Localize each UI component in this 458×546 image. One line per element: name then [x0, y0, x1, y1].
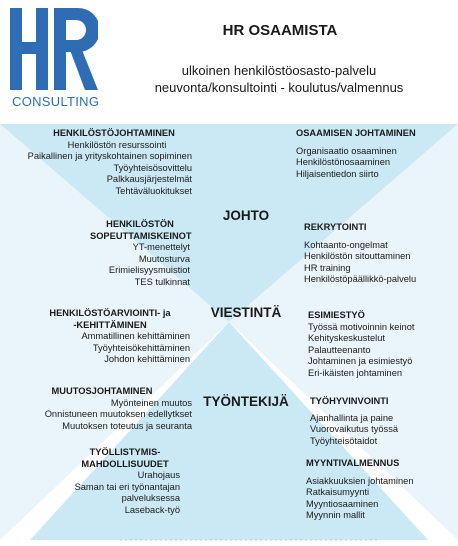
list-item: Johdon kehittäminen: [104, 354, 190, 365]
list-item: Työssä motivoinnin keinot: [308, 321, 415, 332]
list-item: Ajanhallinta ja paine: [310, 412, 394, 423]
axis-label-bottom: TYÖNTEKIJÄ: [203, 394, 289, 409]
block-heading: ESIMIESTYÖ: [308, 310, 365, 320]
list-item: Ratkaisumyynti: [306, 487, 370, 498]
block-sopeuttamiskeinot: [60, 219, 190, 289]
block-heading: TYÖHYVINVOINTI: [310, 396, 389, 406]
block-osaamisen-johtaminen: [296, 128, 456, 180]
block-heading: REKRYTOINTI: [304, 222, 367, 232]
block-heading: HENKILÖSTÖJOHTAMINEN: [53, 128, 175, 138]
list-item: Palkkausjärjestelmät: [106, 174, 192, 185]
axis-label-top: JOHTO: [222, 208, 270, 223]
list-item: Paikallinen ja yrityskohtainen sopiminen: [27, 151, 192, 162]
block-esimiestyo: [308, 310, 456, 380]
block-heading: MAHDOLLISUUDET: [81, 458, 169, 469]
block-heading: MYYNTIVALMENNUS: [306, 458, 400, 468]
list-item: Organisaatio osaaminen: [296, 145, 397, 156]
list-item: Hiljaisentiedon siirto: [296, 168, 379, 179]
list-item: Saman tai eri työnantajan: [74, 481, 180, 492]
list-item: YT-menettelyt: [132, 242, 190, 253]
list-item: Laseback-työ: [124, 504, 180, 515]
list-item: Eri-ikäisten johtaminen: [308, 367, 403, 378]
footer-line: [120, 538, 380, 542]
list-item: Asiakkuuksien johtaminen: [306, 475, 414, 486]
block-myyntivalmennus: [306, 458, 456, 522]
block-heading: HENKILÖSTÖN: [106, 219, 174, 229]
list-item: Työyhteisösovittelu: [113, 162, 192, 173]
block-henkilostoarviointi: [20, 308, 190, 366]
list-item: Ammatillinen kehittäminen: [81, 331, 190, 342]
block-heading: TYÖLLISTYMIS-: [89, 447, 161, 457]
list-item: Muutosturva: [138, 253, 190, 264]
block-heading: SOPEUTTAMISKEINOT: [90, 230, 192, 241]
block-heading: OSAAMISEN JOHTAMINEN: [296, 128, 416, 138]
page-title: HR OSAAMISTA: [222, 22, 338, 39]
list-item: Henkilöstöpäällikkö-palvelu: [304, 274, 417, 285]
block-muutosjohtaminen: [2, 386, 192, 432]
list-item: Urahojaus: [137, 470, 180, 481]
list-item: Vuorovaikutus työssä: [310, 424, 399, 435]
axis-label-middle: VIESTINTÄ: [210, 305, 282, 320]
tagline: [100, 62, 458, 96]
block-heading: HENKILÖSTÖARVIOINTI- ja: [49, 308, 171, 318]
list-item: Tehtäväluokitukset: [115, 185, 192, 196]
list-item: Henkilöstön sitouttaminen: [304, 251, 411, 262]
list-item: HR training: [304, 262, 351, 273]
list-item: TES tulkinnat: [134, 276, 190, 287]
list-item: Kehityskeskustelut: [308, 333, 385, 344]
logo-text: CONSULTING: [12, 94, 100, 109]
tagline-line-2: neuvonta/konsultointi - koulutus/valmennus: [154, 80, 404, 95]
tagline-line-1: ulkoinen henkilöstöosasto-palvelu: [181, 63, 377, 78]
list-item: Johtaminen ja esimiestyö: [308, 356, 413, 367]
list-item: Myyntiosaaminen: [306, 498, 379, 509]
list-item: Henkilöstönosaaminen: [296, 157, 391, 168]
list-item: Myynnin mallit: [306, 510, 365, 521]
block-tyohyvinvointi: [310, 396, 456, 447]
list-item: Muutoksen toteutus ja seuranta: [62, 420, 192, 431]
list-item: Henkilöstön resurssointi: [67, 139, 167, 150]
block-henkilostojohtaminen: [2, 128, 192, 198]
list-item: palveluksessa: [121, 493, 180, 504]
list-item: Palautteenanto: [308, 344, 371, 355]
list-item: Kohtaanto-ongelmat: [304, 239, 388, 250]
block-heading: -KEHITTÄMINEN: [73, 319, 147, 330]
list-item: Työyhteisötaidot: [310, 435, 378, 446]
block-rekrytointi: [304, 222, 454, 286]
list-item: Myönteinen muutos: [110, 397, 192, 408]
list-item: Työyhteisökehittäminen: [92, 342, 190, 353]
list-item: Onnistuneen muutoksen edellytkset: [44, 409, 192, 420]
block-tyollistymismahdollisuudet: [30, 447, 180, 517]
block-heading: MUUTOSJOHTAMINEN: [51, 386, 153, 396]
list-item: Erimielisyysmuistiot: [108, 265, 190, 276]
